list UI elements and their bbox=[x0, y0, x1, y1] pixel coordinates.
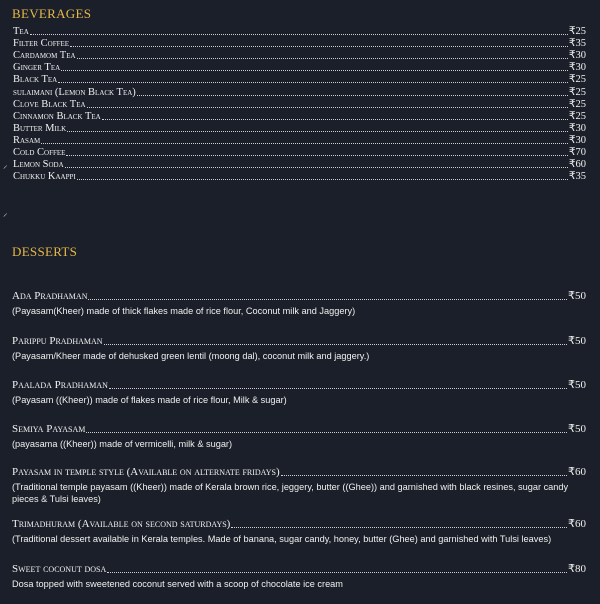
dessert-price: ₹50 bbox=[568, 290, 586, 302]
dot-leader bbox=[87, 107, 568, 108]
dot-leader bbox=[61, 70, 568, 71]
dot-leader bbox=[109, 388, 567, 389]
dot-leader bbox=[231, 527, 567, 528]
dot-leader bbox=[88, 299, 567, 300]
dessert-name: Trimadhuram (Available on second saturdays) bbox=[12, 518, 231, 530]
dot-leader bbox=[86, 432, 567, 433]
beverage-price: ₹30 bbox=[568, 134, 586, 146]
dessert-price: ₹60 bbox=[568, 518, 586, 530]
dessert-description: (Payasam/Kheer made of dehusked green lentil (moong dal), coconut milk and jaggery.) bbox=[12, 351, 370, 361]
dessert-item bbox=[12, 518, 586, 531]
desserts-heading: DESSERTS bbox=[12, 244, 78, 259]
beverage-item bbox=[13, 87, 586, 99]
dot-leader bbox=[137, 95, 568, 96]
dessert-item bbox=[12, 379, 586, 392]
beverage-name: Lemon Soda bbox=[13, 159, 64, 171]
dessert-item bbox=[12, 335, 586, 348]
beverage-name: Cinnamon Black Tea bbox=[13, 110, 101, 122]
beverage-price: ₹35 bbox=[568, 171, 586, 183]
dessert-name: Paalada Pradhaman bbox=[12, 379, 108, 391]
beverage-name: Black Tea bbox=[13, 74, 58, 86]
beverage-item bbox=[13, 159, 586, 171]
dessert-description: (payasama ((Kheer)) made of vermicelli, milk & sugar) bbox=[12, 439, 233, 449]
beverage-price: ₹35 bbox=[568, 38, 586, 50]
beverage-price: ₹30 bbox=[568, 50, 586, 62]
dot-leader bbox=[58, 82, 568, 83]
dot-leader bbox=[104, 344, 567, 345]
dessert-name: Parippu Pradhaman bbox=[12, 335, 103, 347]
beverage-name: Tea bbox=[13, 26, 29, 37]
dessert-name: Semiya Payasam bbox=[12, 423, 86, 435]
dot-leader bbox=[66, 155, 567, 156]
beverage-item bbox=[13, 171, 586, 183]
beverage-name: Clove Black Tea bbox=[13, 98, 86, 110]
beverage-price: ₹30 bbox=[568, 62, 586, 74]
beverage-price: ₹25 bbox=[568, 86, 586, 98]
dessert-description: (Payasam ((Kheer)) made of flakes made of rice flour, Milk & sugar) bbox=[12, 395, 287, 405]
beverage-price: ₹30 bbox=[568, 122, 586, 134]
dot-leader bbox=[281, 475, 567, 476]
beverage-item bbox=[13, 26, 586, 38]
beverage-price: ₹25 bbox=[568, 26, 586, 37]
beverage-item bbox=[13, 147, 586, 159]
beverage-name: Cardamom Tea bbox=[13, 50, 76, 62]
beverage-item bbox=[13, 111, 586, 123]
dot-leader bbox=[102, 119, 568, 120]
beverage-item bbox=[13, 38, 586, 50]
beverage-name: Chukku Kaappi bbox=[13, 171, 76, 183]
dessert-price: ₹60 bbox=[568, 466, 586, 478]
dessert-description: Dosa topped with sweetened coconut served with a scoop of chocolate ice cream bbox=[12, 579, 343, 589]
dot-leader bbox=[30, 34, 568, 35]
beverage-item bbox=[13, 135, 586, 147]
decorative-tick-icon: ⸝ bbox=[3, 161, 8, 171]
beverage-item bbox=[13, 62, 586, 74]
dot-leader bbox=[70, 46, 568, 47]
dessert-name: Payasam in temple style (Available on alternate fridays) bbox=[12, 466, 280, 478]
beverage-name: Butter Milk bbox=[13, 122, 67, 134]
beverage-name: Cold Coffee bbox=[13, 147, 66, 158]
dessert-item bbox=[12, 563, 586, 576]
beverage-price: ₹60 bbox=[568, 159, 586, 171]
dessert-item bbox=[12, 290, 586, 303]
dessert-price: ₹80 bbox=[568, 563, 586, 575]
beverage-item bbox=[13, 50, 586, 62]
dot-leader bbox=[77, 179, 568, 180]
beverage-price: ₹25 bbox=[568, 74, 586, 86]
dot-leader bbox=[77, 58, 568, 59]
dot-leader bbox=[41, 143, 568, 144]
decorative-tick-icon: ⸝ bbox=[3, 209, 8, 219]
dot-leader bbox=[65, 167, 568, 168]
dessert-price: ₹50 bbox=[568, 335, 586, 347]
beverage-item bbox=[13, 74, 586, 86]
dot-leader bbox=[67, 131, 568, 132]
dessert-name: Sweet coconut dosa bbox=[12, 563, 107, 575]
beverage-name: Ginger Tea bbox=[13, 62, 61, 74]
dessert-item bbox=[12, 423, 586, 436]
dessert-item bbox=[12, 466, 586, 479]
dessert-price: ₹50 bbox=[568, 423, 586, 435]
dot-leader bbox=[107, 572, 567, 573]
beverages-heading: BEVERAGES bbox=[12, 6, 92, 21]
dessert-description: (Traditional temple payasam ((Kheer)) made of Kerala brown rice, jeggery, butter ((Ghee)) and garnished with black resines, sugar candy pieces & Tulsi leaves) bbox=[12, 482, 569, 504]
beverage-item bbox=[13, 123, 586, 135]
dessert-name: Ada Pradhaman bbox=[12, 290, 88, 302]
beverage-price: ₹70 bbox=[568, 147, 586, 158]
beverage-price: ₹25 bbox=[568, 110, 586, 122]
beverage-price: ₹25 bbox=[568, 98, 586, 110]
beverage-name: Filter Coffee bbox=[13, 38, 70, 50]
dessert-description: (Traditional dessert available in Kerala temples. Made of banana, sugar candy, honey, butter (Ghee) and garnished with Tulsi leaves) bbox=[12, 534, 552, 544]
beverage-item bbox=[13, 99, 586, 111]
beverage-name: Rasam bbox=[13, 134, 41, 146]
dessert-price: ₹50 bbox=[568, 379, 586, 391]
beverage-name: sulaimani (Lemon Black Tea) bbox=[13, 86, 136, 98]
dessert-description: (Payasam(Kheer) made of thick flakes made of rice flour, Coconut milk and Jaggery) bbox=[12, 306, 356, 316]
